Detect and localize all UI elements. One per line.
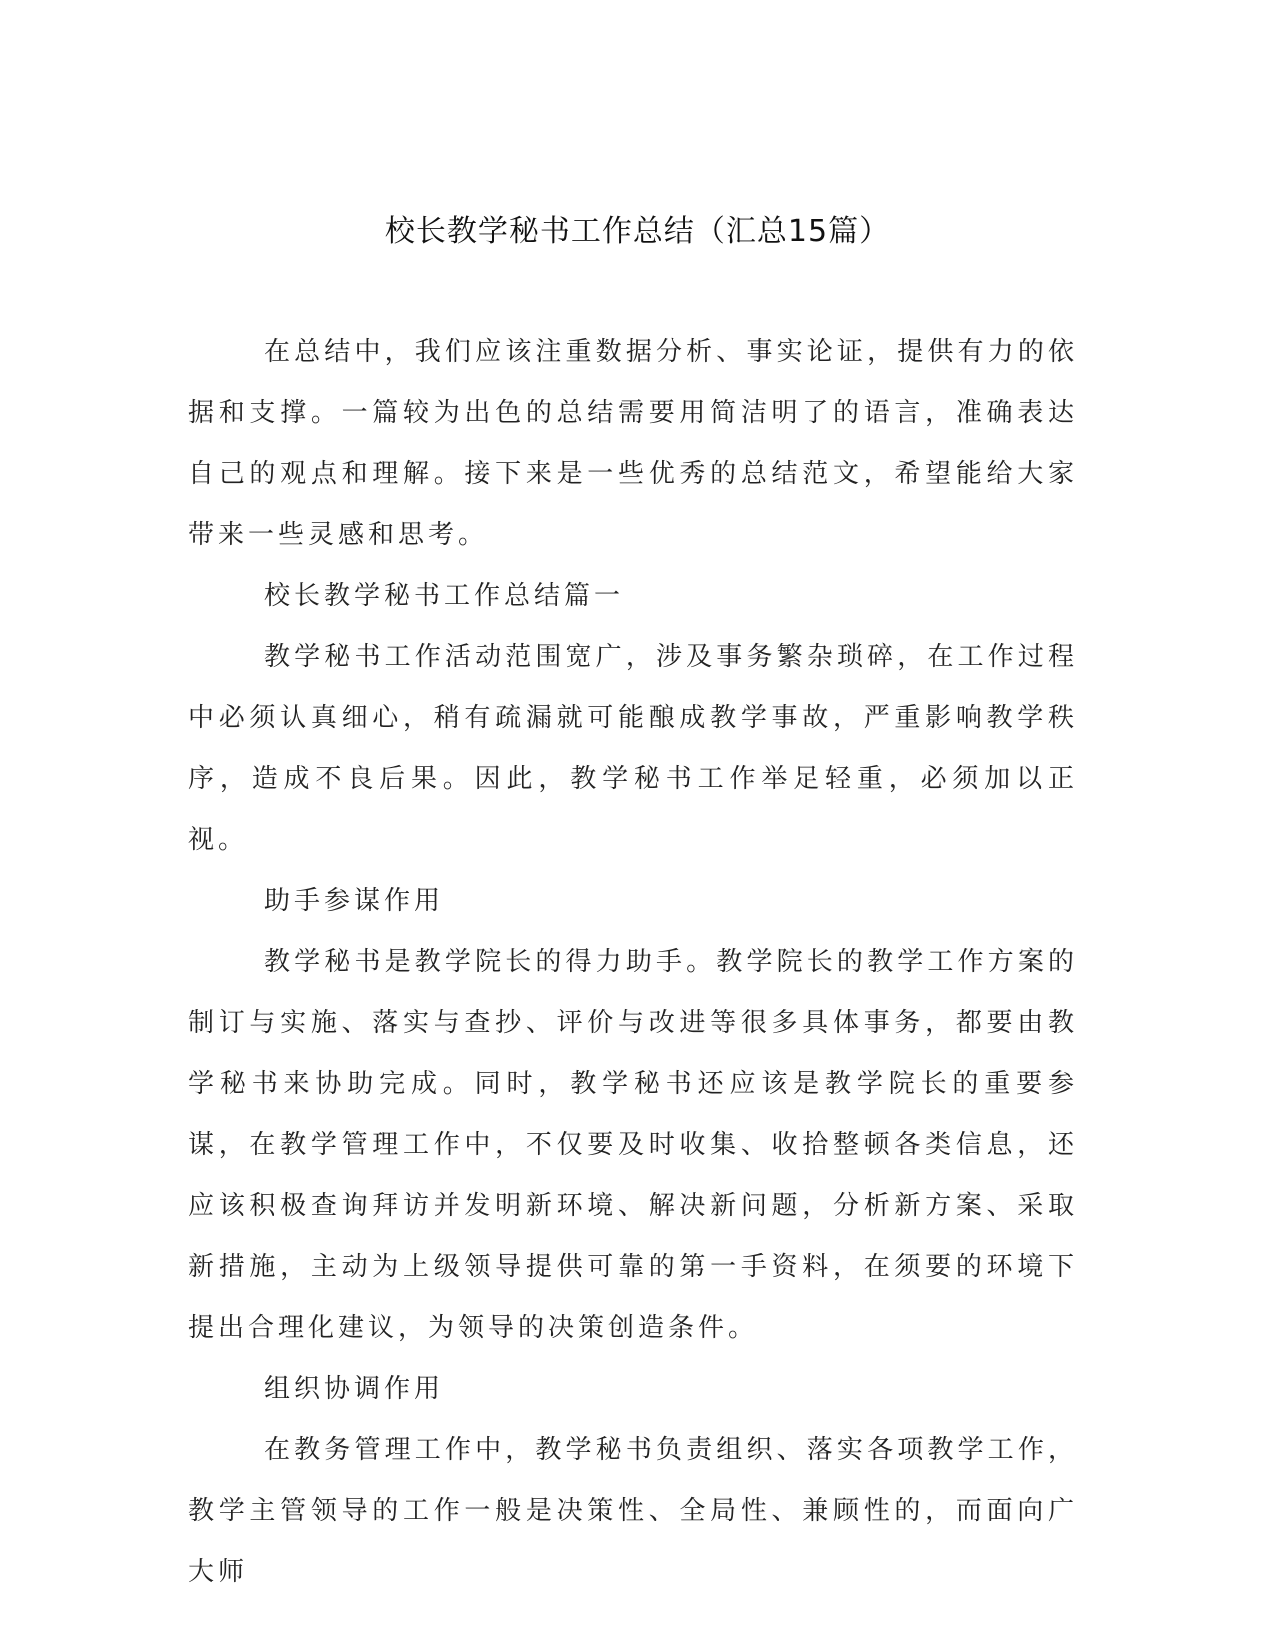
section-heading-part-one: 校长教学秘书工作总结篇一 — [264, 581, 625, 611]
body-paragraph: 教学秘书工作活动范围宽广，涉及事务繁杂琐碎，在工作过程中必须认真细心，稍有疏漏就可能酿成教学事故，严重影响教学秩序，造成不良后果。因此，教学秘书工作举足轻重，必须加以正视。 — [188, 642, 1078, 855]
body-paragraph: 教学秘书是教学院长的得力助手。教学院长的教学工作方案的制订与实施、落实与查抄、评价与改进等很多具体事务，都要由教学秘书来协助完成。同时，教学秘书还应该是教学院长的重要参谋，在教学管理工作中，不仅要及时收集、收拾整顿各类信息，还应该积极查询拜访并发明新环境、解决新问题，分析新方案、采取新措施，主动为上级领导提供可靠的第一手资料，在须要的环境下提出合理化建议，为领导的决策创造条件。 — [188, 947, 1078, 1343]
subheading-coordination-role: 组织协调作用 — [264, 1374, 445, 1404]
document-title: 校长教学秘书工作总结（汇总15篇） — [384, 214, 891, 249]
body-paragraph: 在教务管理工作中，教学秘书负责组织、落实各项教学工作，教学主管领导的工作一般是决策性、全局性、兼顾性的，而面向广大师 — [188, 1435, 1078, 1587]
document-body — [188, 322, 1078, 1603]
intro-paragraph: 在总结中，我们应该注重数据分析、事实论证，提供有力的依据和支撑。一篇较为出色的总结需要用简洁明了的语言，准确表达自己的观点和理解。接下来是一些优秀的总结范文，希望能给大家带来一些灵感和思考。 — [188, 337, 1078, 550]
subheading-assistant-role: 助手参谋作用 — [264, 886, 445, 916]
